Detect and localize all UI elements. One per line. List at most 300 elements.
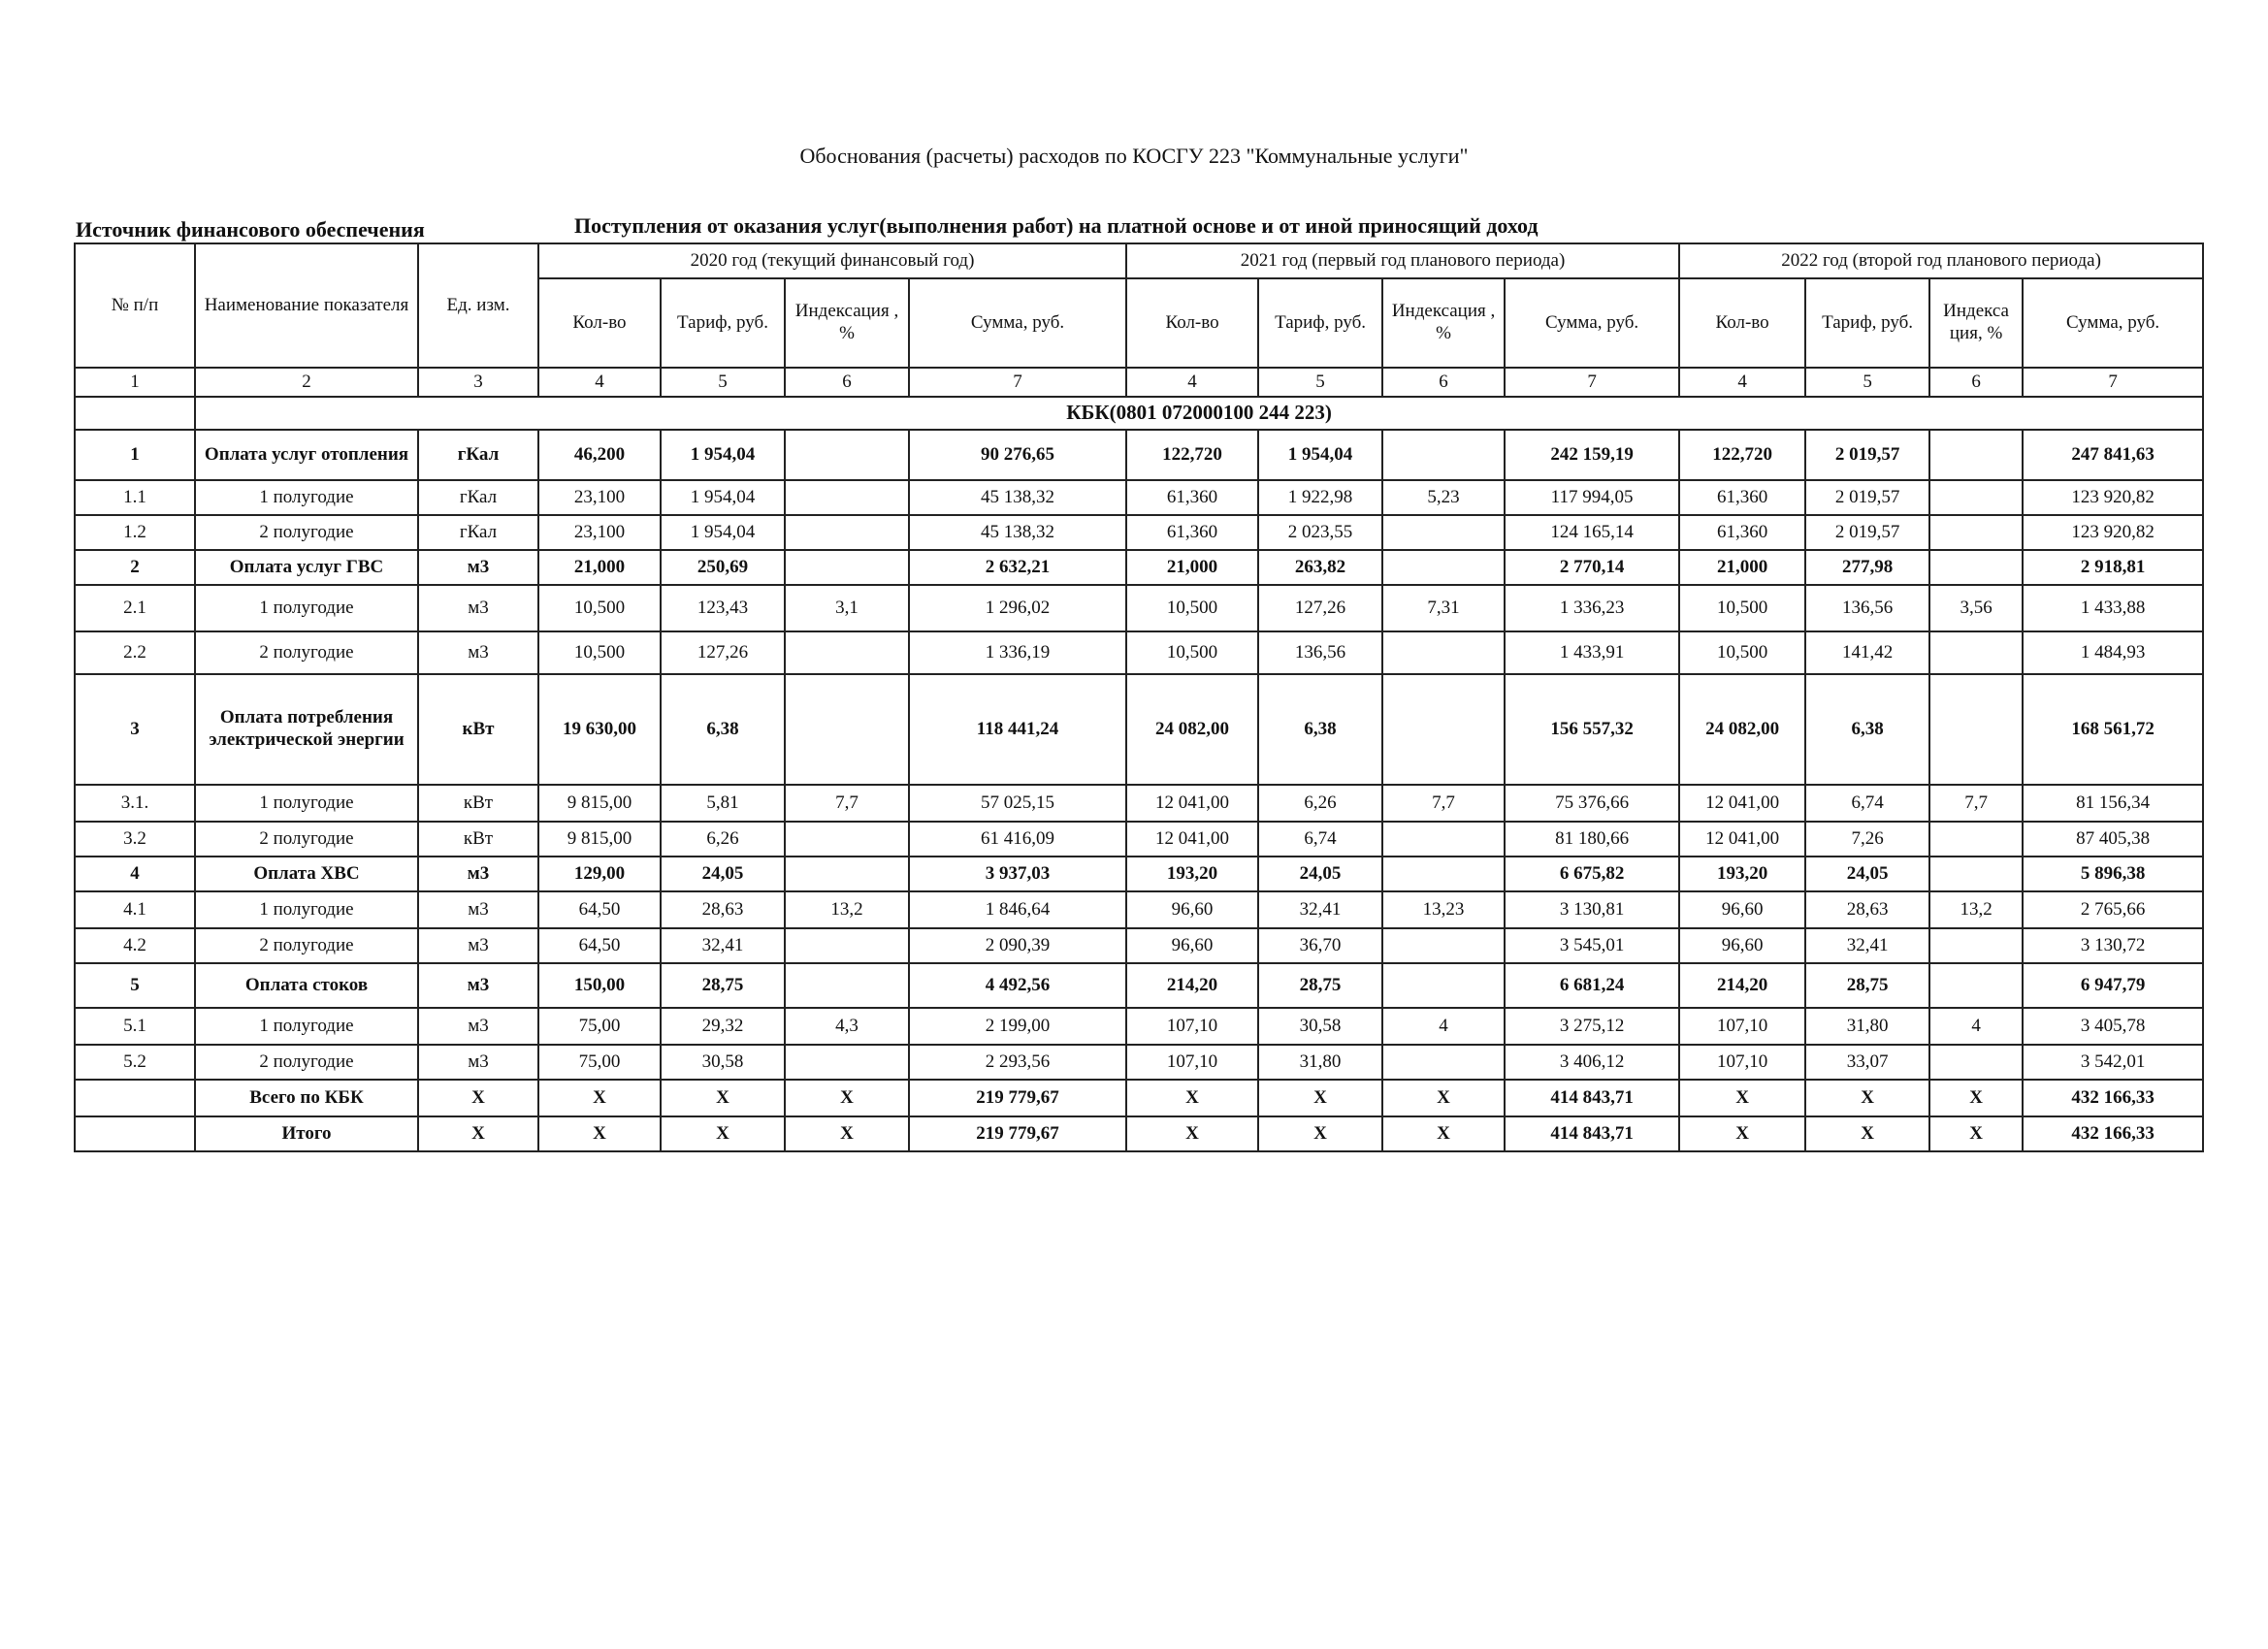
index-2021-cell (1382, 1045, 1505, 1080)
index-2021-cell (1382, 857, 1505, 891)
index-2022-cell: Х (1929, 1080, 2023, 1116)
qty-2020-cell: 21,000 (538, 550, 661, 585)
tariff-2022-cell: 7,26 (1805, 822, 1929, 857)
sum-2020-cell: 219 779,67 (909, 1116, 1126, 1151)
funding-source-value: Поступления от оказания услуг(выполнения работ) на платной основе и от иной приносящий доход (574, 213, 1539, 238)
tariff-2020-cell: Х (661, 1080, 785, 1116)
index-2022-cell (1929, 430, 2023, 480)
row-name-cell: 2 полугодие (195, 1045, 418, 1080)
tariff-2022-cell: 28,63 (1805, 891, 1929, 928)
sum-2020-cell: 45 138,32 (909, 515, 1126, 550)
row-number-cell: 3.1. (75, 785, 195, 822)
tariff-2021-cell: 24,05 (1258, 857, 1382, 891)
tariff-2020-cell: 1 954,04 (661, 430, 785, 480)
header-qty: Кол-во (1126, 278, 1258, 368)
tariff-2020-cell: 29,32 (661, 1008, 785, 1045)
index-2020-cell (785, 1045, 909, 1080)
header-index: Индекса ция, % (1929, 278, 2023, 368)
table-row (75, 631, 2203, 674)
sum-2021-cell: 81 180,66 (1505, 822, 1679, 857)
index-2021-cell: 4 (1382, 1008, 1505, 1045)
header-row-years (75, 243, 2203, 278)
qty-2021-cell: 61,360 (1126, 480, 1258, 515)
sum-2022-cell: 3 130,72 (2023, 928, 2203, 963)
header-sum: Сумма, руб. (2023, 278, 2203, 368)
header-name: Наименование показателя (195, 243, 418, 368)
row-unit-cell: м3 (418, 963, 538, 1008)
index-2022-cell (1929, 1045, 2023, 1080)
table-row (75, 822, 2203, 857)
row-number-cell: 2.1 (75, 585, 195, 631)
tariff-2020-cell: 28,63 (661, 891, 785, 928)
column-number: 4 (1679, 368, 1805, 397)
index-2020-cell (785, 857, 909, 891)
sum-2021-cell: 2 770,14 (1505, 550, 1679, 585)
index-2022-cell: 3,56 (1929, 585, 2023, 631)
index-2020-cell (785, 928, 909, 963)
qty-2021-cell: 96,60 (1126, 928, 1258, 963)
tariff-2021-cell: 32,41 (1258, 891, 1382, 928)
header-tariff: Тариф, руб. (1258, 278, 1382, 368)
row-number-cell: 3.2 (75, 822, 195, 857)
header-tariff: Тариф, руб. (661, 278, 785, 368)
sum-2020-cell: 2 199,00 (909, 1008, 1126, 1045)
tariff-2022-cell: 6,74 (1805, 785, 1929, 822)
qty-2020-cell: 64,50 (538, 928, 661, 963)
table-row (75, 585, 2203, 631)
row-unit-cell: гКал (418, 515, 538, 550)
sum-2022-cell: 2 765,66 (2023, 891, 2203, 928)
row-unit-cell: кВт (418, 674, 538, 785)
qty-2020-cell: Х (538, 1080, 661, 1116)
qty-2020-cell: 75,00 (538, 1045, 661, 1080)
column-number: 7 (1505, 368, 1679, 397)
qty-2020-cell: 9 815,00 (538, 785, 661, 822)
sum-2021-cell: 156 557,32 (1505, 674, 1679, 785)
qty-2022-cell: 96,60 (1679, 891, 1805, 928)
column-number: 4 (538, 368, 661, 397)
column-number: 1 (75, 368, 195, 397)
qty-2022-cell: 122,720 (1679, 430, 1805, 480)
row-number-cell (75, 1080, 195, 1116)
qty-2020-cell: 10,500 (538, 585, 661, 631)
qty-2021-cell: 193,20 (1126, 857, 1258, 891)
row-number-cell: 4.2 (75, 928, 195, 963)
tariff-2022-cell: 33,07 (1805, 1045, 1929, 1080)
tariff-2021-cell: 6,38 (1258, 674, 1382, 785)
sum-2022-cell: 432 166,33 (2023, 1116, 2203, 1151)
qty-2020-cell: 23,100 (538, 515, 661, 550)
index-2022-cell (1929, 857, 2023, 891)
tariff-2021-cell: 1 922,98 (1258, 480, 1382, 515)
sum-2022-cell: 1 484,93 (2023, 631, 2203, 674)
row-unit-cell: м3 (418, 1045, 538, 1080)
index-2021-cell: 7,7 (1382, 785, 1505, 822)
tariff-2021-cell: 127,26 (1258, 585, 1382, 631)
row-name-cell: 2 полугодие (195, 515, 418, 550)
sum-2020-cell: 118 441,24 (909, 674, 1126, 785)
qty-2022-cell: 24 082,00 (1679, 674, 1805, 785)
sum-2022-cell: 3 542,01 (2023, 1045, 2203, 1080)
qty-2022-cell: 10,500 (1679, 585, 1805, 631)
qty-2021-cell: 122,720 (1126, 430, 1258, 480)
sum-2022-cell: 123 920,82 (2023, 480, 2203, 515)
row-unit-cell: Х (418, 1116, 538, 1151)
sum-2020-cell: 4 492,56 (909, 963, 1126, 1008)
tariff-2022-cell: Х (1805, 1116, 1929, 1151)
column-number: 7 (2023, 368, 2203, 397)
index-2020-cell: 4,3 (785, 1008, 909, 1045)
sum-2022-cell: 2 918,81 (2023, 550, 2203, 585)
table-row (75, 1116, 2203, 1151)
index-2020-cell (785, 515, 909, 550)
header-sum: Сумма, руб. (1505, 278, 1679, 368)
row-number-cell: 4 (75, 857, 195, 891)
qty-2022-cell: Х (1679, 1080, 1805, 1116)
sum-2020-cell: 2 293,56 (909, 1045, 1126, 1080)
qty-2022-cell: 10,500 (1679, 631, 1805, 674)
row-unit-cell: м3 (418, 550, 538, 585)
tariff-2022-cell: 277,98 (1805, 550, 1929, 585)
sum-2020-cell: 61 416,09 (909, 822, 1126, 857)
header-year-2022: 2022 год (второй год планового периода) (1679, 243, 2203, 278)
table-row (75, 430, 2203, 480)
row-name-cell: 1 полугодие (195, 585, 418, 631)
row-name-cell: 2 полугодие (195, 631, 418, 674)
tariff-2022-cell: 28,75 (1805, 963, 1929, 1008)
tariff-2020-cell: 30,58 (661, 1045, 785, 1080)
header-index: Индексация , % (1382, 278, 1505, 368)
index-2021-cell: 13,23 (1382, 891, 1505, 928)
header-qty: Кол-во (538, 278, 661, 368)
tariff-2020-cell: 250,69 (661, 550, 785, 585)
table-row (75, 963, 2203, 1008)
row-name-cell: 1 полугодие (195, 1008, 418, 1045)
table-row (75, 891, 2203, 928)
qty-2022-cell: 21,000 (1679, 550, 1805, 585)
table-row (75, 1045, 2203, 1080)
sum-2021-cell: 3 275,12 (1505, 1008, 1679, 1045)
header-qty: Кол-во (1679, 278, 1805, 368)
tariff-2022-cell: 6,38 (1805, 674, 1929, 785)
row-number-cell (75, 1116, 195, 1151)
index-2020-cell (785, 822, 909, 857)
tariff-2020-cell: 6,26 (661, 822, 785, 857)
tariff-2022-cell: 2 019,57 (1805, 430, 1929, 480)
table-row (75, 1080, 2203, 1116)
funding-source-label: Источник финансового обеспечения (76, 217, 425, 242)
row-unit-cell: м3 (418, 928, 538, 963)
sum-2021-cell: 414 843,71 (1505, 1116, 1679, 1151)
sum-2021-cell: 1 433,91 (1505, 631, 1679, 674)
sum-2020-cell: 1 336,19 (909, 631, 1126, 674)
sum-2021-cell: 242 159,19 (1505, 430, 1679, 480)
table-row (75, 550, 2203, 585)
index-2022-cell: Х (1929, 1116, 2023, 1151)
row-number-cell: 5 (75, 963, 195, 1008)
header-index: Индексация , % (785, 278, 909, 368)
column-number: 6 (1929, 368, 2023, 397)
sum-2022-cell: 3 405,78 (2023, 1008, 2203, 1045)
index-2021-cell (1382, 963, 1505, 1008)
sum-2020-cell: 90 276,65 (909, 430, 1126, 480)
tariff-2021-cell: 6,26 (1258, 785, 1382, 822)
row-name-cell: 1 полугодие (195, 480, 418, 515)
row-unit-cell: гКал (418, 430, 538, 480)
row-name-cell: Всего по КБК (195, 1080, 418, 1116)
index-2022-cell: 13,2 (1929, 891, 2023, 928)
index-2020-cell: 7,7 (785, 785, 909, 822)
qty-2021-cell: 24 082,00 (1126, 674, 1258, 785)
qty-2022-cell: 107,10 (1679, 1008, 1805, 1045)
kbk-blank-cell (75, 397, 195, 430)
tariff-2021-cell: Х (1258, 1080, 1382, 1116)
index-2022-cell (1929, 928, 2023, 963)
index-2021-cell (1382, 515, 1505, 550)
row-name-cell: Оплата услуг отопления (195, 430, 418, 480)
sum-2022-cell: 432 166,33 (2023, 1080, 2203, 1116)
row-name-cell: Итого (195, 1116, 418, 1151)
index-2020-cell (785, 430, 909, 480)
index-2020-cell: 3,1 (785, 585, 909, 631)
row-number-cell: 3 (75, 674, 195, 785)
sum-2021-cell: 117 994,05 (1505, 480, 1679, 515)
qty-2021-cell: 61,360 (1126, 515, 1258, 550)
sum-2021-cell: 414 843,71 (1505, 1080, 1679, 1116)
sum-2021-cell: 6 675,82 (1505, 857, 1679, 891)
qty-2020-cell: 64,50 (538, 891, 661, 928)
column-number-row (75, 368, 2203, 397)
index-2020-cell: Х (785, 1080, 909, 1116)
column-number: 6 (785, 368, 909, 397)
sum-2020-cell: 45 138,32 (909, 480, 1126, 515)
column-number: 6 (1382, 368, 1505, 397)
qty-2022-cell: 12 041,00 (1679, 822, 1805, 857)
tariff-2022-cell: 31,80 (1805, 1008, 1929, 1045)
tariff-2021-cell: 36,70 (1258, 928, 1382, 963)
tariff-2021-cell: 136,56 (1258, 631, 1382, 674)
index-2022-cell: 7,7 (1929, 785, 2023, 822)
document-title: Обоснования (расчеты) расходов по КОСГУ 223 "Коммунальные услуги" (799, 144, 1469, 168)
tariff-2021-cell: 6,74 (1258, 822, 1382, 857)
tariff-2020-cell: 28,75 (661, 963, 785, 1008)
row-unit-cell: Х (418, 1080, 538, 1116)
tariff-2020-cell: 123,43 (661, 585, 785, 631)
column-number: 5 (1258, 368, 1382, 397)
qty-2022-cell: Х (1679, 1116, 1805, 1151)
tariff-2020-cell: Х (661, 1116, 785, 1151)
qty-2022-cell: 96,60 (1679, 928, 1805, 963)
qty-2022-cell: 12 041,00 (1679, 785, 1805, 822)
qty-2021-cell: 214,20 (1126, 963, 1258, 1008)
column-number: 3 (418, 368, 538, 397)
qty-2021-cell: 12 041,00 (1126, 785, 1258, 822)
index-2020-cell (785, 674, 909, 785)
table-row (75, 515, 2203, 550)
row-unit-cell: м3 (418, 857, 538, 891)
header-year-2020: 2020 год (текущий финансовый год) (538, 243, 1126, 278)
row-number-cell: 1 (75, 430, 195, 480)
index-2021-cell: 5,23 (1382, 480, 1505, 515)
table-row (75, 480, 2203, 515)
index-2021-cell: 7,31 (1382, 585, 1505, 631)
qty-2020-cell: 10,500 (538, 631, 661, 674)
index-2021-cell (1382, 674, 1505, 785)
row-unit-cell: гКал (418, 480, 538, 515)
header-tariff: Тариф, руб. (1805, 278, 1929, 368)
table-row (75, 785, 2203, 822)
sum-2021-cell: 124 165,14 (1505, 515, 1679, 550)
row-unit-cell: м3 (418, 1008, 538, 1045)
qty-2022-cell: 61,360 (1679, 515, 1805, 550)
qty-2020-cell: 75,00 (538, 1008, 661, 1045)
index-2022-cell: 4 (1929, 1008, 2023, 1045)
index-2022-cell (1929, 674, 2023, 785)
sum-2022-cell: 247 841,63 (2023, 430, 2203, 480)
qty-2021-cell: 96,60 (1126, 891, 1258, 928)
tariff-2020-cell: 6,38 (661, 674, 785, 785)
sum-2020-cell: 1 846,64 (909, 891, 1126, 928)
sum-2021-cell: 75 376,66 (1505, 785, 1679, 822)
row-number-cell: 1.2 (75, 515, 195, 550)
row-unit-cell: м3 (418, 585, 538, 631)
qty-2022-cell: 193,20 (1679, 857, 1805, 891)
kbk-code: КБК(0801 072000100 244 223) (195, 397, 2203, 430)
row-unit-cell: м3 (418, 891, 538, 928)
index-2020-cell: Х (785, 1116, 909, 1151)
tariff-2021-cell: 30,58 (1258, 1008, 1382, 1045)
qty-2020-cell: 150,00 (538, 963, 661, 1008)
tariff-2020-cell: 1 954,04 (661, 480, 785, 515)
row-number-cell: 5.2 (75, 1045, 195, 1080)
header-sum: Сумма, руб. (909, 278, 1126, 368)
sum-2020-cell: 2 090,39 (909, 928, 1126, 963)
sum-2022-cell: 6 947,79 (2023, 963, 2203, 1008)
sum-2022-cell: 81 156,34 (2023, 785, 2203, 822)
sum-2020-cell: 57 025,15 (909, 785, 1126, 822)
index-2022-cell (1929, 480, 2023, 515)
tariff-2022-cell: 141,42 (1805, 631, 1929, 674)
qty-2021-cell: Х (1126, 1116, 1258, 1151)
index-2021-cell (1382, 822, 1505, 857)
qty-2021-cell: 10,500 (1126, 631, 1258, 674)
index-2020-cell (785, 550, 909, 585)
sum-2020-cell: 1 296,02 (909, 585, 1126, 631)
sum-2021-cell: 3 130,81 (1505, 891, 1679, 928)
sum-2020-cell: 219 779,67 (909, 1080, 1126, 1116)
tariff-2021-cell: 263,82 (1258, 550, 1382, 585)
row-number-cell: 5.1 (75, 1008, 195, 1045)
sum-2020-cell: 3 937,03 (909, 857, 1126, 891)
row-number-cell: 2 (75, 550, 195, 585)
qty-2022-cell: 61,360 (1679, 480, 1805, 515)
tariff-2020-cell: 127,26 (661, 631, 785, 674)
index-2021-cell (1382, 430, 1505, 480)
qty-2020-cell: 9 815,00 (538, 822, 661, 857)
index-2022-cell (1929, 963, 2023, 1008)
tariff-2022-cell: 136,56 (1805, 585, 1929, 631)
tariff-2020-cell: 5,81 (661, 785, 785, 822)
index-2020-cell (785, 631, 909, 674)
row-unit-cell: кВт (418, 785, 538, 822)
qty-2020-cell: 23,100 (538, 480, 661, 515)
sum-2021-cell: 6 681,24 (1505, 963, 1679, 1008)
row-number-cell: 2.2 (75, 631, 195, 674)
tariff-2021-cell: 31,80 (1258, 1045, 1382, 1080)
tariff-2020-cell: 1 954,04 (661, 515, 785, 550)
sum-2022-cell: 123 920,82 (2023, 515, 2203, 550)
row-unit-cell: кВт (418, 822, 538, 857)
row-name-cell: 1 полугодие (195, 891, 418, 928)
row-name-cell: 2 полугодие (195, 928, 418, 963)
qty-2021-cell: 107,10 (1126, 1045, 1258, 1080)
index-2022-cell (1929, 631, 2023, 674)
index-2021-cell (1382, 928, 1505, 963)
qty-2022-cell: 214,20 (1679, 963, 1805, 1008)
tariff-2021-cell: 28,75 (1258, 963, 1382, 1008)
sum-2022-cell: 5 896,38 (2023, 857, 2203, 891)
expense-table (74, 242, 2204, 1152)
index-2021-cell: Х (1382, 1116, 1505, 1151)
tariff-2022-cell: 2 019,57 (1805, 515, 1929, 550)
table-row (75, 928, 2203, 963)
sum-2021-cell: 3 406,12 (1505, 1045, 1679, 1080)
header-year-2021: 2021 год (первый год планового периода) (1126, 243, 1679, 278)
tariff-2020-cell: 24,05 (661, 857, 785, 891)
table-row (75, 857, 2203, 891)
qty-2021-cell: 107,10 (1126, 1008, 1258, 1045)
row-name-cell: Оплата потребления электрической энергии (195, 674, 418, 785)
row-name-cell: Оплата стоков (195, 963, 418, 1008)
row-name-cell: Оплата услуг ГВС (195, 550, 418, 585)
index-2020-cell (785, 963, 909, 1008)
index-2021-cell: Х (1382, 1080, 1505, 1116)
row-number-cell: 4.1 (75, 891, 195, 928)
tariff-2022-cell: Х (1805, 1080, 1929, 1116)
qty-2022-cell: 107,10 (1679, 1045, 1805, 1080)
qty-2020-cell: Х (538, 1116, 661, 1151)
tariff-2022-cell: 2 019,57 (1805, 480, 1929, 515)
tariff-2021-cell: 1 954,04 (1258, 430, 1382, 480)
column-number: 2 (195, 368, 418, 397)
sum-2021-cell: 3 545,01 (1505, 928, 1679, 963)
qty-2021-cell: 12 041,00 (1126, 822, 1258, 857)
tariff-2021-cell: 2 023,55 (1258, 515, 1382, 550)
qty-2020-cell: 19 630,00 (538, 674, 661, 785)
tariff-2021-cell: Х (1258, 1116, 1382, 1151)
row-name-cell: 1 полугодие (195, 785, 418, 822)
tariff-2022-cell: 24,05 (1805, 857, 1929, 891)
sum-2022-cell: 168 561,72 (2023, 674, 2203, 785)
sum-2022-cell: 1 433,88 (2023, 585, 2203, 631)
qty-2020-cell: 46,200 (538, 430, 661, 480)
column-number: 4 (1126, 368, 1258, 397)
table-row (75, 674, 2203, 785)
qty-2021-cell: 21,000 (1126, 550, 1258, 585)
column-number: 5 (1805, 368, 1929, 397)
kbk-row (75, 397, 2203, 430)
index-2021-cell (1382, 550, 1505, 585)
index-2021-cell (1382, 631, 1505, 674)
sum-2021-cell: 1 336,23 (1505, 585, 1679, 631)
index-2022-cell (1929, 515, 2023, 550)
row-name-cell: 2 полугодие (195, 822, 418, 857)
tariff-2020-cell: 32,41 (661, 928, 785, 963)
header-unit: Ед. изм. (418, 243, 538, 368)
qty-2021-cell: Х (1126, 1080, 1258, 1116)
sum-2022-cell: 87 405,38 (2023, 822, 2203, 857)
index-2020-cell (785, 480, 909, 515)
